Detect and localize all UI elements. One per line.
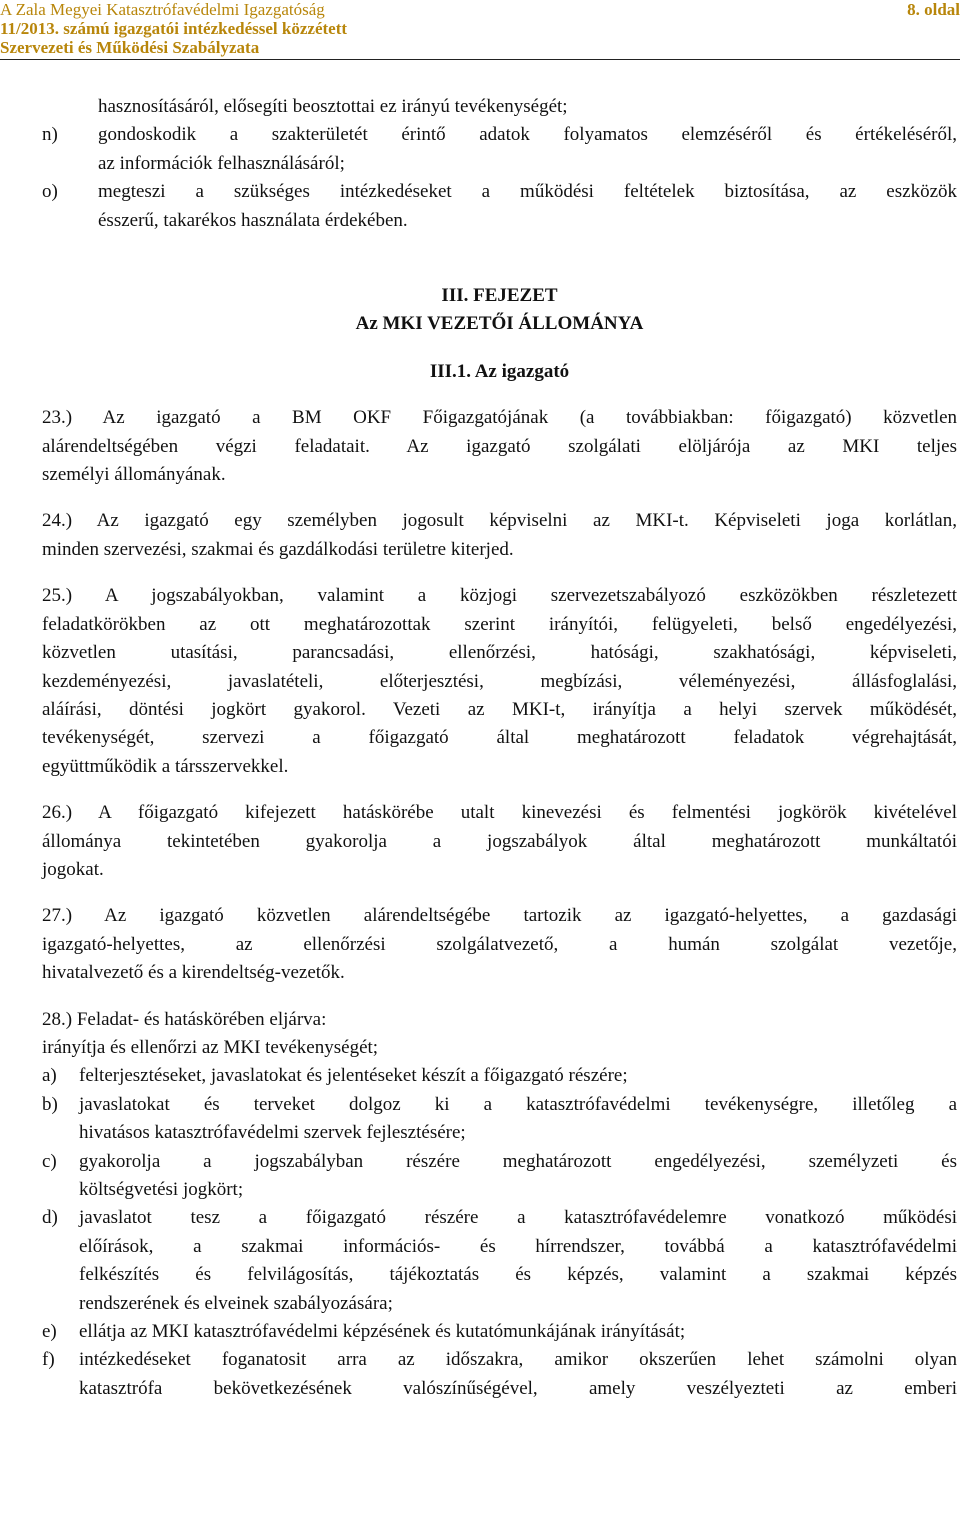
list-label: c) <box>42 1150 57 1172</box>
paragraph-line <box>42 931 957 959</box>
list-text <box>79 1148 957 1205</box>
paragraph-27 <box>42 902 957 987</box>
paragraph-text: tevékenységét, szervezi a főigazgató által meghatározott feladatok végrehajtását, <box>42 727 957 749</box>
list-item-b <box>42 1091 957 1148</box>
paragraph-text: közvetlen utasítási, parancsadási, ellenőrzési, hatósági, szakhatósági, képviseleti, <box>42 642 957 664</box>
paragraph-24 <box>42 507 957 564</box>
list-item-c <box>42 1148 957 1205</box>
paragraph-line <box>42 404 957 432</box>
list-item-n <box>42 121 957 178</box>
paragraph-text: aláírási, döntési jogkört gyakorol. Vezeti az MKI-t, irányítja a helyi szervek működését, <box>42 698 957 720</box>
paragraph-number: 27.) <box>42 905 73 927</box>
list-text <box>79 1346 957 1403</box>
paragraph-text: jogokat. <box>42 858 104 880</box>
paragraph-text: személyi állományának. <box>42 464 226 486</box>
list-label: n) <box>42 124 58 146</box>
page-header <box>0 0 960 60</box>
list-text <box>98 121 957 178</box>
list-text-line: ellátja az MKI katasztrófavédelmi képzésének és kutatómunkájának irányítását; <box>79 1321 686 1343</box>
list-item-e <box>42 1318 957 1346</box>
list-label: o) <box>42 181 58 203</box>
continued-text: hasznosításáról, elősegíti beosztottai ez irányú tevékenységét; <box>98 96 568 117</box>
list-text <box>98 178 957 235</box>
paragraph-number: 24.) <box>42 510 73 532</box>
paragraph-line <box>42 959 957 987</box>
list-text-line: rendszerének és elveinek szabályozására; <box>79 1292 393 1314</box>
paragraph-line <box>42 696 957 724</box>
paragraph-number: 25.) <box>42 585 73 607</box>
paragraph-line <box>42 582 957 610</box>
paragraph-line <box>42 507 957 535</box>
paragraph-text: Az igazgató a BM OKF Főigazgatójának (a továbbiakban: főigazgató) közvetlen <box>102 407 957 429</box>
chapter-number: III. FEJEZET <box>441 285 558 307</box>
list-text <box>79 1204 957 1318</box>
list-text-line: előírások, a szakmai információs- és hírrendszer, továbbá a katasztrófavédelmi <box>79 1235 957 1257</box>
header-decree: 11/2013. számú igazgatói intézkedéssel közzétett <box>0 19 348 38</box>
paragraph-text: igazgató-helyettes, az ellenőrzési szolgálatvezető, a humán szolgálat vezetője, <box>42 933 957 955</box>
paragraph-number: 28.) <box>42 1008 73 1030</box>
paragraph-text: együttműködik a társszervekkel. <box>42 755 289 777</box>
paragraph-text: feladatkörökben az ott meghatározottak szerint irányítói, felügyeleti, belső engedélyezési, <box>42 613 957 635</box>
paragraph-line <box>42 611 957 639</box>
paragraph-line <box>42 799 957 827</box>
list-text <box>79 1318 957 1346</box>
list-text-line: hivatásos katasztrófavédelmi szervek fejlesztésére; <box>79 1122 466 1144</box>
paragraph-line <box>42 856 957 884</box>
paragraph-subhead: irányítja és ellenőrzi az MKI tevékenységét; <box>42 1036 379 1058</box>
paragraph-line <box>42 668 957 696</box>
paragraph-line <box>42 433 957 461</box>
list-text-line: felterjesztéseket, javaslatokat és jelentéseket készít a főigazgató részére; <box>79 1065 628 1087</box>
list-label: a) <box>42 1065 57 1087</box>
list-text-line: gondoskodik a szakterületét érintő adatok folyamatos elemzéséről és értékeléséről, <box>98 124 957 146</box>
list-item-f <box>42 1346 957 1403</box>
header-organization: A Zala Megyei Katasztrófavédelmi Igazgatóság <box>0 0 325 19</box>
list-item-d <box>42 1204 957 1318</box>
paragraph-text: A főigazgató kifejezett hatáskörébe utalt kinevezési és felmentési jogkörök kivételével <box>98 802 958 824</box>
list-text-line: gyakorolja a jogszabályban részére meghatározott engedélyezési, személyzeti és <box>79 1150 957 1172</box>
paragraph-26 <box>42 799 957 884</box>
document-body <box>42 93 957 1403</box>
paragraph-text: Az igazgató közvetlen alárendeltségébe tartozik az igazgató-helyettes, a gazdasági <box>104 905 958 927</box>
page-number: 8. oldal <box>907 0 960 19</box>
header-divider <box>0 59 960 60</box>
paragraph-line <box>42 724 957 752</box>
paragraph-number: 23.) <box>42 407 73 429</box>
paragraph-28 <box>42 1006 957 1404</box>
list-text-line: ésszerű, takarékos használata érdekében. <box>98 209 408 231</box>
paragraph-25 <box>42 582 957 781</box>
paragraph-number: 26.) <box>42 802 73 824</box>
list-label: f) <box>42 1349 55 1371</box>
list-text-line: javaslatot tesz a főigazgató részére a katasztrófavédelemre vonatkozó működési <box>79 1207 957 1229</box>
paragraph-line <box>42 639 957 667</box>
list-label: d) <box>42 1207 58 1229</box>
list-text-line: intézkedéseket foganatosit arra az időszakra, amikor okszerűen lehet számolni olyan <box>79 1349 957 1371</box>
list-item-o <box>42 178 957 235</box>
paragraph-23 <box>42 404 957 489</box>
list-item-a <box>42 1062 957 1090</box>
paragraph-text: hivatalvezető és a kirendeltség-vezetők. <box>42 962 345 984</box>
header-document-title: Szervezeti és Működési Szabályzata <box>0 38 260 57</box>
paragraph-line <box>42 536 957 564</box>
list-text-line: katasztrófa bekövetkezésének valószínűségével, amely veszélyezteti az emberi <box>79 1377 957 1399</box>
paragraph-line <box>42 902 957 930</box>
chapter-title: Az MKI VEZETŐI ÁLLOMÁNYA <box>355 313 644 335</box>
paragraph-line <box>42 753 957 781</box>
paragraph-text: Az igazgató egy személyben jogosult képviselni az MKI-t. Képviseleti joga korlátlan, <box>96 510 957 532</box>
paragraph-text: állománya tekintetében gyakorolja a jogszabályok által meghatározott munkáltatói <box>42 830 957 852</box>
paragraph-head: Feladat- és hatáskörében eljárva: <box>76 1008 327 1030</box>
list-label: e) <box>42 1321 57 1343</box>
list-text-line: az információk felhasználásáról; <box>98 152 345 174</box>
list-text <box>79 1091 957 1148</box>
paragraph-text: alárendeltségében végzi feladatait. Az igazgató szolgálati elöljárója az MKI teljes <box>42 435 957 457</box>
section-title: III.1. Az igazgató <box>429 360 570 382</box>
paragraph-text: kezdeményezési, javaslatételi, előterjesztési, megbízási, véleményezési, állásfoglalási, <box>42 670 957 692</box>
list-text-line: megteszi a szükséges intézkedéseket a működési feltételek biztosítása, az eszközök <box>98 181 957 203</box>
list-text-line: javaslatokat és terveket dolgoz ki a katasztrófavédelmi tevékenységre, illetőleg a <box>79 1093 957 1115</box>
list-label: b) <box>42 1093 58 1115</box>
paragraph-text: A jogszabályokban, valamint a közjogi szervezetszabályozó eszközökben részletezett <box>104 585 957 607</box>
paragraph-line <box>42 461 957 489</box>
list-text-line: felkészítés és felvilágosítás, tájékoztatás és képzés, valamint a szakmai képzés <box>79 1264 957 1286</box>
list-text-line: költségvetési jogkört; <box>79 1179 244 1200</box>
paragraph-text: minden szervezési, szakmai és gazdálkodási területre kiterjed. <box>42 538 514 560</box>
paragraph-line <box>42 828 957 856</box>
list-text <box>79 1062 957 1090</box>
